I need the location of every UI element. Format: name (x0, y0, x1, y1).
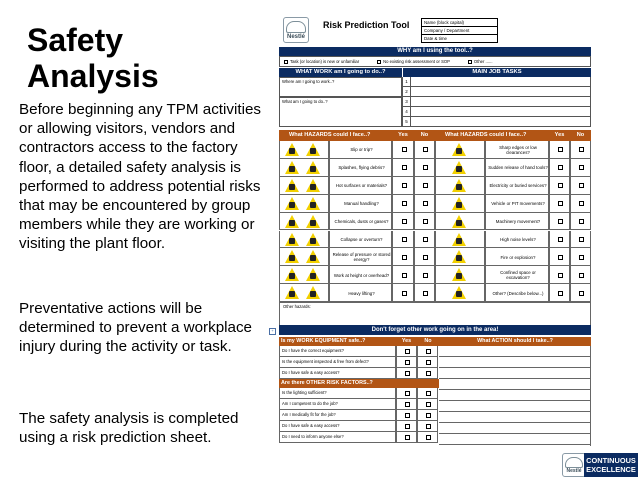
badge-line-1: CONTINUOUS (586, 456, 636, 465)
hazard-warning-icon (452, 161, 466, 174)
hazard-label: Fire or explosion? (500, 254, 536, 260)
question-label: Am I competent to do the job? (279, 399, 396, 410)
hazard-label-cell (485, 195, 549, 213)
checkbox-icon[interactable] (579, 165, 584, 170)
move-handle-icon[interactable]: + (269, 328, 276, 335)
other-hazards-field[interactable]: Other hazards: (279, 302, 591, 326)
checkbox-icon[interactable] (558, 219, 563, 224)
what-question[interactable]: What am I going to do..? (279, 97, 402, 127)
checkbox-icon[interactable] (405, 424, 410, 429)
why-header: WHY am I using the tool..? (279, 47, 591, 56)
hazard-label-cell (329, 177, 392, 195)
yes-cell[interactable] (549, 213, 570, 231)
yes-cell[interactable] (392, 159, 414, 177)
logo-text: Nestlé (286, 34, 305, 40)
yes-cell[interactable] (396, 410, 417, 421)
checkbox-icon[interactable] (377, 60, 381, 64)
nest-logo-icon (565, 457, 583, 468)
no-cell[interactable] (414, 213, 435, 231)
hazard-icon-cell (279, 177, 329, 195)
hazard-label-cell (329, 284, 392, 302)
yes-cell[interactable] (549, 266, 570, 284)
badge-text (584, 453, 638, 477)
question-row (279, 388, 439, 399)
no-cell[interactable] (417, 368, 438, 379)
checkbox-icon[interactable] (402, 255, 407, 260)
checkbox-icon[interactable] (402, 237, 407, 242)
hazard-icon-cell (435, 284, 485, 302)
task-numbers (402, 77, 411, 127)
action-line[interactable] (439, 390, 590, 401)
task-number: 2 (402, 87, 411, 97)
hazard-label-cell (485, 177, 549, 195)
hazard-label: Other? (Describe below...) (492, 290, 544, 296)
question-label: Do I need to inform anyone else? (279, 432, 396, 443)
task-number: 5 (402, 117, 411, 127)
checkbox-icon[interactable] (468, 60, 472, 64)
hazard-icon-cell (279, 266, 329, 284)
checkbox-icon[interactable] (558, 147, 563, 152)
hazard-warning-icon (306, 197, 320, 210)
no-cell[interactable] (417, 432, 438, 443)
no-header-right: No (570, 130, 591, 141)
date-field[interactable]: Date & time (421, 34, 498, 43)
question-label: Am I medically fit for the job? (279, 410, 396, 421)
main-tasks-header: MAIN JOB TASKS (403, 68, 591, 77)
hazard-label-cell (485, 231, 549, 249)
checkbox-icon[interactable] (579, 291, 584, 296)
hazard-icon-cell (279, 284, 329, 302)
question-row (279, 399, 439, 410)
no-cell[interactable] (414, 284, 435, 302)
checkbox-icon[interactable] (426, 424, 431, 429)
hazard-warning-icon (285, 250, 299, 263)
hazard-warning-icon (452, 286, 466, 299)
hazard-label: Work at height or overhead? (333, 272, 390, 278)
question-label: Do I have the correct equipment? (279, 346, 396, 357)
checkbox-icon[interactable] (423, 147, 428, 152)
work-section (279, 68, 591, 128)
checkbox-icon[interactable] (579, 201, 584, 206)
checkbox-icon[interactable] (579, 237, 584, 242)
checkbox-icon[interactable] (579, 273, 584, 278)
yes-cell[interactable] (392, 231, 414, 249)
checkbox-icon[interactable] (284, 60, 288, 64)
checkbox-icon[interactable] (402, 165, 407, 170)
hazard-row (279, 266, 591, 284)
yes-cell[interactable] (392, 213, 414, 231)
yes-cell[interactable] (549, 177, 570, 195)
checkbox-icon[interactable] (405, 402, 410, 407)
title-line-1: Safety (27, 22, 124, 58)
checkbox-icon[interactable] (558, 165, 563, 170)
action-line[interactable] (439, 379, 590, 390)
why-option[interactable]: Other ...... (468, 59, 493, 64)
hazard-warning-icon (306, 286, 320, 299)
checkbox-icon[interactable] (558, 201, 563, 206)
hazard-label-cell (329, 231, 392, 249)
question-label: Do I have safe & easy access? (279, 368, 396, 379)
yes-cell[interactable] (549, 141, 570, 159)
no-cell[interactable] (414, 177, 435, 195)
no-cell[interactable] (414, 231, 435, 249)
checkbox-icon[interactable] (405, 391, 410, 396)
hazard-label-cell (485, 284, 549, 302)
task-line[interactable] (411, 117, 591, 127)
task-number: 3 (402, 97, 411, 107)
hazard-label: Machinery movement? (495, 219, 541, 225)
slide-title (27, 22, 159, 94)
action-area[interactable] (439, 346, 591, 446)
hazard-icon-cell (279, 141, 329, 159)
hazard-icon-cell (435, 248, 485, 266)
nest-logo-icon (286, 21, 306, 33)
hazard-label: Slip or trip? (350, 147, 373, 153)
no-cell[interactable] (417, 346, 438, 357)
checkbox-icon[interactable] (423, 291, 428, 296)
no-cell[interactable] (570, 177, 591, 195)
task-number: 4 (402, 107, 411, 117)
hazard-icon-cell (435, 141, 485, 159)
checkbox-icon[interactable] (423, 183, 428, 188)
yes-cell[interactable] (549, 195, 570, 213)
hazard-icon-cell (435, 231, 485, 249)
paragraph-intro: Before beginning any TPM activities or allowing visitors, vendors and contractors access to the factory floor, a detailed safety analysis is performed to address potential risks that may be encountered by group members while they are working or visiting the plant floor. (19, 101, 262, 253)
checkbox-icon[interactable] (405, 435, 410, 440)
hazard-icon-cell (279, 213, 329, 231)
hazard-label: Confined space or excavation? (500, 270, 536, 281)
yes-cell[interactable] (392, 266, 414, 284)
yes-cell[interactable] (549, 248, 570, 266)
hazard-warning-icon (285, 179, 299, 192)
company-field[interactable]: Company / Department (421, 26, 498, 34)
checkbox-icon[interactable] (402, 147, 407, 152)
slide-text-panel (0, 0, 262, 478)
badge-line-2: EXCELLENCE (586, 465, 636, 474)
action-line[interactable] (439, 357, 590, 368)
hazard-label: Vehicle or PIT movements? (491, 201, 545, 207)
checkbox-icon[interactable] (405, 413, 410, 418)
checkbox-icon[interactable] (558, 273, 563, 278)
hazard-row (279, 248, 591, 266)
hazard-label-cell (329, 159, 392, 177)
no-cell[interactable] (570, 284, 591, 302)
task-line[interactable] (411, 107, 591, 117)
checkbox-icon[interactable] (423, 165, 428, 170)
question-row (279, 410, 439, 421)
checkbox-icon[interactable] (423, 237, 428, 242)
no-cell[interactable] (414, 141, 435, 159)
checkbox-icon[interactable] (426, 435, 431, 440)
no-cell[interactable] (414, 159, 435, 177)
hazard-icon-cell (279, 248, 329, 266)
no-cell[interactable] (570, 231, 591, 249)
task-lines (411, 77, 591, 127)
why-options (279, 56, 591, 67)
action-line[interactable] (439, 423, 590, 434)
name-fields (421, 18, 498, 43)
why-option[interactable]: No existing risk assessment or SOP (377, 59, 450, 64)
hazard-row (279, 141, 591, 159)
yes-cell[interactable] (396, 388, 417, 399)
yes-cell[interactable] (396, 399, 417, 410)
hazards-header-right: What HAZARDS could I face..? (435, 130, 549, 141)
hazard-icon-cell (279, 231, 329, 249)
checkbox-icon[interactable] (579, 183, 584, 188)
equipment-header: Is my WORK EQUIPMENT safe..? (279, 337, 396, 346)
hazard-label-cell (329, 195, 392, 213)
hazard-label: Electricity or buried services? (489, 183, 547, 189)
checkbox-icon[interactable] (558, 183, 563, 188)
paragraph-preventative: Preventative actions will be determined to prevent a workplace injury during the activity or task. (19, 300, 253, 356)
question-row (279, 368, 439, 379)
hazard-label-cell (329, 141, 392, 159)
no-cell[interactable] (570, 213, 591, 231)
hazard-warning-icon (306, 250, 320, 263)
hazard-warning-icon (306, 233, 320, 246)
yes-cell[interactable] (396, 357, 417, 368)
checkbox-icon[interactable] (405, 349, 410, 354)
no-cell[interactable] (570, 159, 591, 177)
hazard-warning-icon (306, 161, 320, 174)
hazard-row (279, 284, 591, 302)
checkbox-icon[interactable] (402, 201, 407, 206)
no-cell[interactable] (417, 410, 438, 421)
no-cell[interactable] (417, 357, 438, 368)
checkbox-icon[interactable] (402, 219, 407, 224)
hazard-label: Chemicals, dusts or gases? (334, 219, 389, 225)
title-line-2: Analysis (27, 58, 159, 94)
yes-header-right: Yes (549, 130, 570, 141)
question-label: Is the lighting sufficient? (279, 388, 396, 399)
no-cell[interactable] (570, 141, 591, 159)
checkbox-icon[interactable] (426, 402, 431, 407)
action-line[interactable] (439, 401, 590, 412)
no-cell[interactable] (417, 421, 438, 432)
hazard-icon-cell (435, 177, 485, 195)
hazard-warning-icon (306, 179, 320, 192)
hazard-label: Hot surfaces or materials? (335, 183, 388, 189)
yes-header-left: Yes (392, 130, 414, 141)
checkbox-icon[interactable] (405, 371, 410, 376)
no-cell[interactable] (417, 399, 438, 410)
hazards-header-left: What HAZARDS could I face..? (279, 130, 392, 141)
checkbox-icon[interactable] (579, 219, 584, 224)
no-cell[interactable] (417, 388, 438, 399)
hazard-warning-icon (285, 197, 299, 210)
task-number: 1 (402, 77, 411, 87)
task-line[interactable] (411, 97, 591, 107)
checkbox-icon[interactable] (426, 349, 431, 354)
checkbox-icon[interactable] (426, 360, 431, 365)
no-cell[interactable] (570, 266, 591, 284)
hazard-row (279, 177, 591, 195)
yes-cell[interactable] (392, 248, 414, 266)
hazard-warning-icon (452, 233, 466, 246)
risk-factors-header: Are there OTHER RISK FACTORS..? (279, 379, 439, 388)
hazard-warning-icon (452, 268, 466, 281)
yes-cell[interactable] (396, 432, 417, 443)
reminder-banner: Don't forget other work going on in the area! (279, 325, 591, 335)
hazard-warning-icon (285, 161, 299, 174)
yes-cell[interactable] (392, 141, 414, 159)
checkbox-icon[interactable] (405, 360, 410, 365)
hazard-icon-cell (435, 266, 485, 284)
no-cell[interactable] (570, 248, 591, 266)
checkbox-icon[interactable] (402, 273, 407, 278)
checkbox-icon[interactable] (402, 291, 407, 296)
checkbox-icon[interactable] (423, 201, 428, 206)
hazard-label-cell (485, 248, 549, 266)
yes-cell[interactable] (396, 421, 417, 432)
equipment-yes-header: Yes (396, 337, 417, 346)
where-question[interactable]: Where am I going to work..? (279, 77, 402, 97)
hazard-warning-icon (285, 286, 299, 299)
name-field[interactable]: Name (block capital) (421, 18, 498, 26)
sheet-title: Risk Prediction Tool (323, 20, 410, 30)
continuous-excellence-badge (562, 451, 638, 478)
checkbox-icon[interactable] (558, 237, 563, 242)
hazard-warning-icon (452, 179, 466, 192)
action-line[interactable] (439, 412, 590, 423)
hazard-label: High noise levels? (500, 236, 536, 242)
question-row (279, 421, 439, 432)
hazard-row (279, 213, 591, 231)
hazard-warning-icon (285, 143, 299, 156)
no-cell[interactable] (414, 195, 435, 213)
hazard-warning-icon (306, 143, 320, 156)
yes-cell[interactable] (549, 284, 570, 302)
hazard-icon-cell (279, 195, 329, 213)
hazard-label: Collapse or overturn? (340, 236, 383, 242)
hazard-row (279, 195, 591, 213)
task-line[interactable] (411, 77, 591, 87)
hazard-label: Sudden release of hand tools? (488, 165, 548, 171)
footer-logo-text: Nestlé (566, 468, 582, 474)
task-line[interactable] (411, 87, 591, 97)
hazard-label-cell (329, 213, 392, 231)
hazard-label: Manual handling? (344, 201, 379, 207)
yes-cell[interactable] (392, 177, 414, 195)
checkbox-icon[interactable] (402, 183, 407, 188)
hazard-icon-cell (279, 159, 329, 177)
hazard-label-cell (485, 159, 549, 177)
question-label: Is the equipment inspected & free from defect? (279, 357, 396, 368)
hazard-icon-cell (435, 213, 485, 231)
hazard-icon-cell (435, 159, 485, 177)
no-header-left: No (414, 130, 435, 141)
yes-cell[interactable] (392, 195, 414, 213)
what-work-header: WHAT WORK am I going to do..? (279, 68, 402, 77)
hazard-label-cell (485, 266, 549, 284)
hazard-warning-icon (285, 233, 299, 246)
question-row (279, 357, 439, 368)
hazard-label-cell (485, 141, 549, 159)
hazard-label-cell (485, 213, 549, 231)
checkbox-icon[interactable] (579, 255, 584, 260)
question-row (279, 432, 439, 443)
hazard-label: Splashes, flying debris? (338, 165, 385, 171)
checkbox-icon[interactable] (423, 255, 428, 260)
hazard-warning-icon (285, 268, 299, 281)
nestle-logo (283, 17, 309, 43)
yes-cell[interactable] (392, 284, 414, 302)
hazard-label-cell (329, 248, 392, 266)
checkbox-icon[interactable] (423, 219, 428, 224)
question-label: Do I have safe & easy access? (279, 421, 396, 432)
sheet-header (279, 14, 591, 46)
hazard-warning-icon (306, 268, 320, 281)
hazard-warning-icon (452, 250, 466, 263)
checkbox-icon[interactable] (426, 391, 431, 396)
action-header: What ACTION should I take..? (439, 337, 591, 346)
checkbox-icon[interactable] (426, 413, 431, 418)
no-cell[interactable] (570, 195, 591, 213)
hazard-row (279, 159, 591, 177)
hazard-label-cell (329, 266, 392, 284)
action-line[interactable] (439, 368, 590, 379)
equipment-no-header: No (417, 337, 439, 346)
risk-prediction-sheet (279, 14, 591, 446)
checkbox-icon[interactable] (558, 291, 563, 296)
hazard-warning-icon (452, 197, 466, 210)
hazard-label: Release of pressure or stored energy? (332, 252, 391, 263)
hazard-row (279, 231, 591, 249)
hazard-warning-icon (452, 143, 466, 156)
action-line[interactable] (439, 346, 590, 357)
paragraph-prediction-sheet: The safety analysis is completed using a risk prediction sheet. (19, 410, 239, 447)
hazard-warning-icon (285, 215, 299, 228)
checkbox-icon[interactable] (426, 371, 431, 376)
yes-cell[interactable] (549, 231, 570, 249)
yes-cell[interactable] (396, 346, 417, 357)
hazard-label: Heavy lifting? (348, 290, 375, 296)
why-option[interactable]: Task (or location) is new or unfamiliar (284, 59, 359, 64)
checkbox-icon[interactable] (558, 255, 563, 260)
yes-cell[interactable] (396, 368, 417, 379)
action-line[interactable] (439, 434, 590, 445)
question-row (279, 346, 439, 357)
yes-cell[interactable] (549, 159, 570, 177)
hazard-icon-cell (435, 195, 485, 213)
hazard-warning-icon (306, 215, 320, 228)
hazard-warning-icon (452, 215, 466, 228)
no-cell[interactable] (414, 248, 435, 266)
checkbox-icon[interactable] (579, 147, 584, 152)
no-cell[interactable] (414, 266, 435, 284)
hazard-label: Sharp edges or low clearances? (499, 144, 537, 155)
checkbox-icon[interactable] (423, 273, 428, 278)
nestle-logo-footer (562, 453, 586, 477)
